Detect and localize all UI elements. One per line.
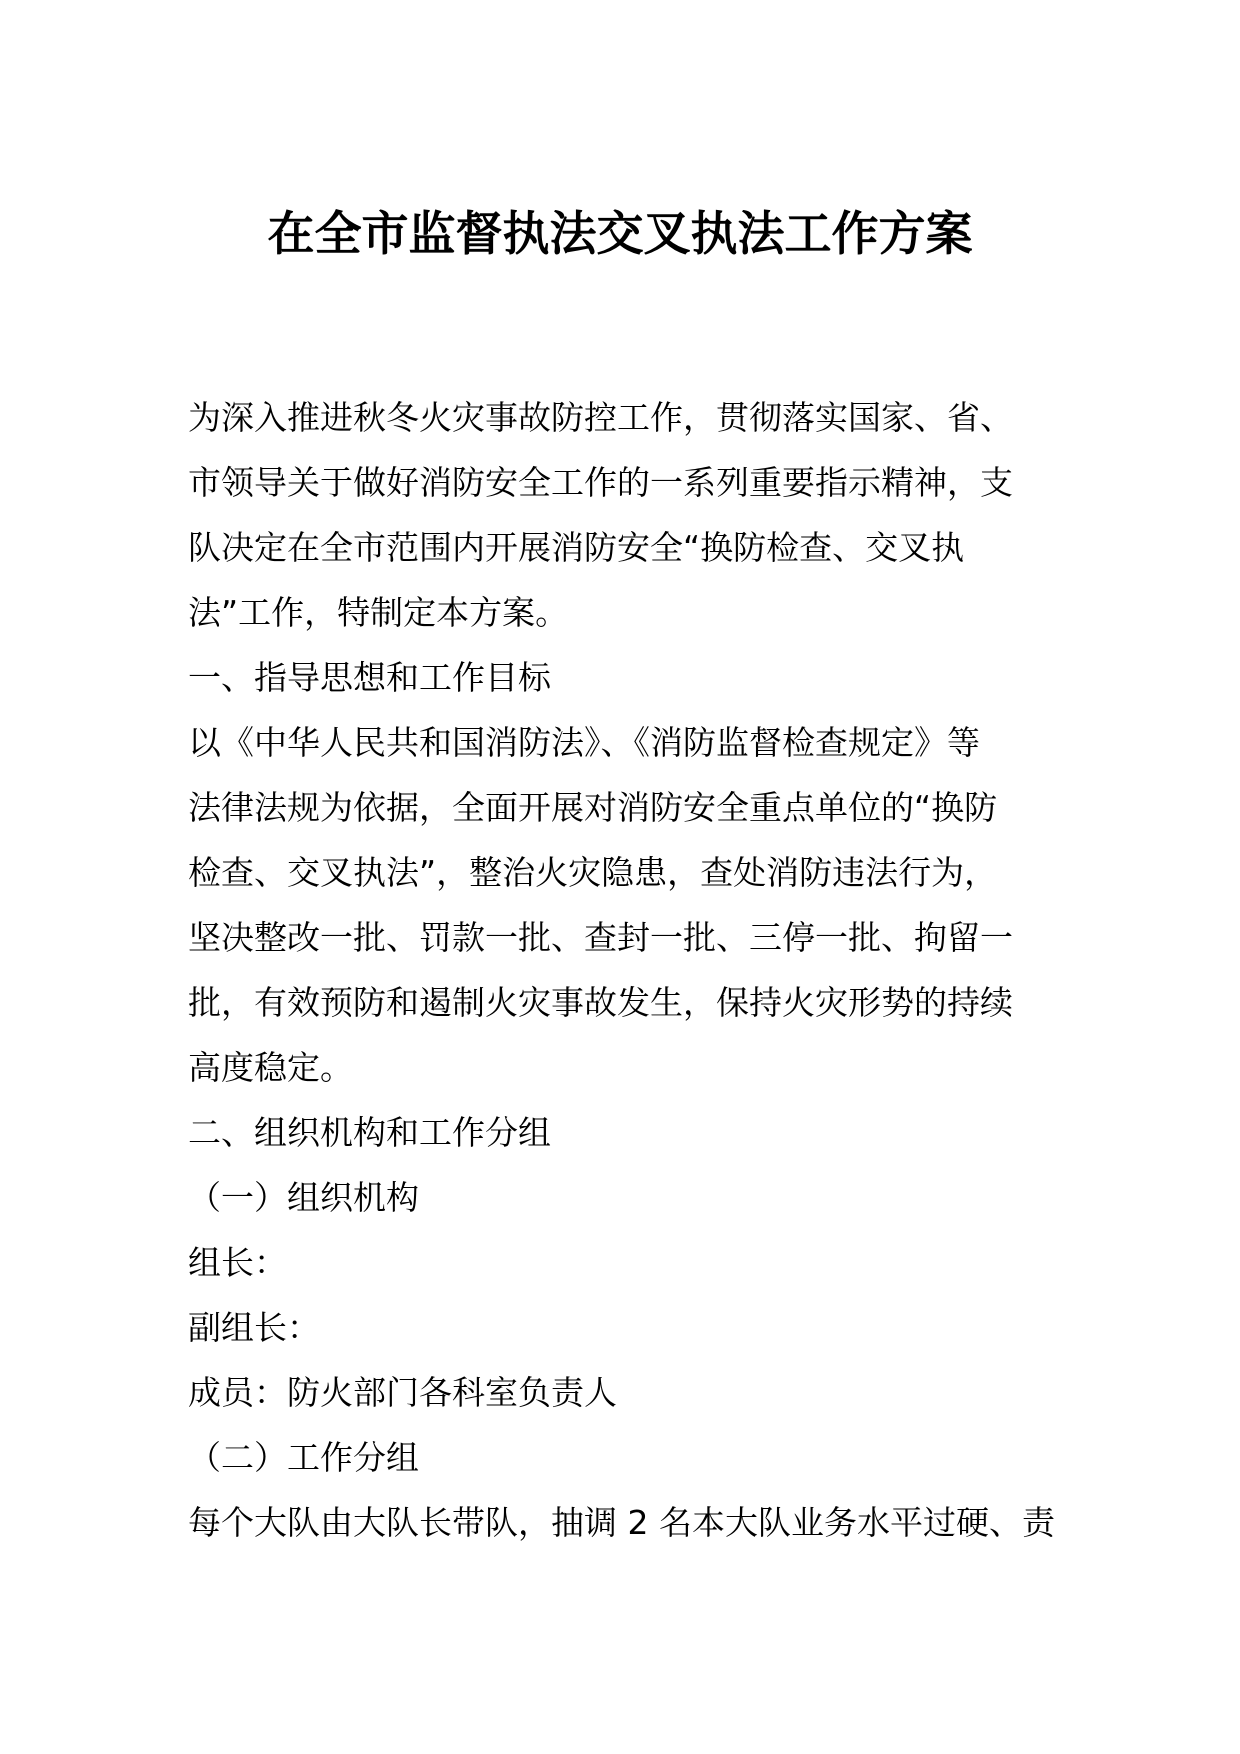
document-title: 在全市监督执法交叉执法工作方案 (267, 207, 973, 262)
org-leader-label: 组长： (188, 1243, 287, 1282)
paragraph-line: 市领导关于做好消防安全工作的一系列重要指示精神，支 (188, 463, 1013, 502)
paragraph-line: 每个大队由大队长带队，抽调 2 名本大队业务水平过硬、责 (188, 1503, 1055, 1542)
paragraph-line: 坚决整改一批、罚款一批、查封一批、三停一批、拘留一 (188, 918, 1013, 957)
section-heading: 二、组织机构和工作分组 (188, 1113, 551, 1152)
paragraph-line: 法律法规为依据，全面开展对消防安全重点单位的“换防 (188, 788, 998, 827)
paragraph-line: 批，有效预防和遏制火灾事故发生，保持火灾形势的持续 (188, 983, 1013, 1022)
paragraph-line: 检查、交叉执法”，整治火灾隐患，查处消防违法行为， (188, 853, 998, 892)
paragraph-line: 队决定在全市范围内开展消防安全“换防检查、交叉执 (188, 528, 965, 567)
paragraph-line: 法”工作，特制定本方案。 (188, 593, 569, 632)
paragraph-line: 以《中华人民共和国消防法》、《消防监督检查规定》等 (188, 723, 980, 762)
document-body (188, 385, 1058, 1555)
section-heading: 一、指导思想和工作目标 (188, 658, 551, 697)
org-deputy-leader-label: 副组长： (188, 1308, 320, 1347)
subsection-heading: （一）组织机构 (188, 1178, 419, 1217)
paragraph-line: 高度稳定。 (188, 1048, 353, 1087)
org-members-line: 成员：防火部门各科室负责人 (188, 1373, 617, 1412)
paragraph-line: 为深入推进秋冬火灾事故防控工作，贯彻落实国家、省、 (188, 398, 1013, 437)
subsection-heading: （二）工作分组 (188, 1438, 419, 1477)
